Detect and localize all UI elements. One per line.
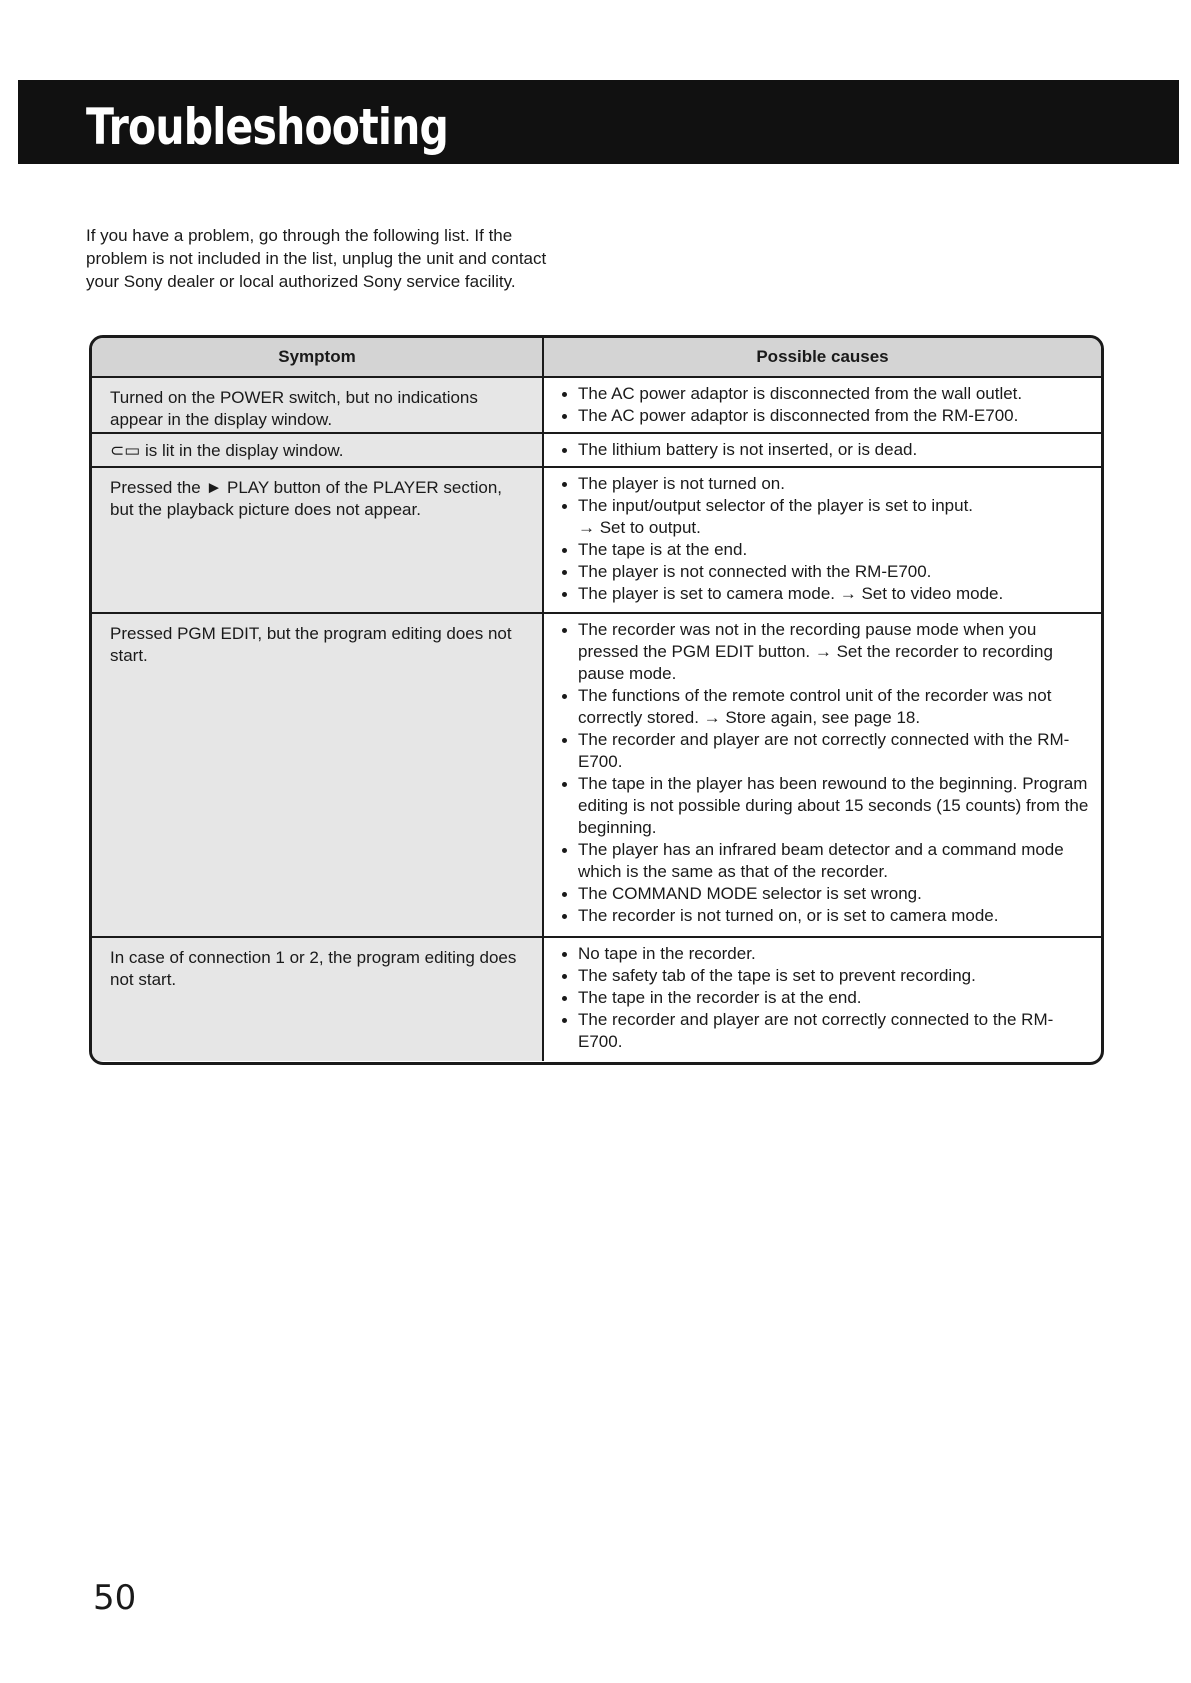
cause-item: The functions of the remote control unit of the recorder was not correctly stored. → Store again, see page 18. <box>558 685 1091 729</box>
title-bar <box>18 80 1179 164</box>
symptom-cell: ⊂▭ is lit in the display window. <box>92 433 543 467</box>
causes-cell <box>543 937 1101 1061</box>
symptom-cell: Turned on the POWER switch, but no indications appear in the display window. <box>92 377 543 433</box>
table-row <box>92 613 1101 937</box>
causes-cell <box>543 433 1101 467</box>
cause-item: The recorder was not in the recording pause mode when you pressed the PGM EDIT button. → Set the recorder to recording pause mode. <box>558 619 1091 685</box>
cause-item: The recorder and player are not correctly connected to the RM-E700. <box>558 1009 1091 1053</box>
cause-item: The tape is at the end. <box>558 539 1091 561</box>
cause-item: The safety tab of the tape is set to prevent recording. <box>558 965 1091 987</box>
page-title: Troubleshooting <box>86 98 449 156</box>
causes-cell <box>543 467 1101 613</box>
intro-paragraph: If you have a problem, go through the following list. If the problem is not included in the list, unplug the unit and contact your Sony dealer or local authorized Sony service facility. <box>86 226 547 291</box>
cause-item: The input/output selector of the player is set to input. <box>558 495 1091 517</box>
cause-item: The lithium battery is not inserted, or is dead. <box>558 439 1091 461</box>
table-row <box>92 937 1101 1061</box>
causes-header: Possible causes <box>543 338 1101 377</box>
cause-item: The player is not connected with the RM-E700. <box>558 561 1091 583</box>
cause-note: → Set to output. <box>578 518 701 537</box>
cause-item: The player has an infrared beam detector and a command mode which is the same as that of the recorder. <box>558 839 1091 883</box>
cause-item: The player is not turned on. <box>558 473 1091 495</box>
symptom-header: Symptom <box>92 338 543 377</box>
cause-item: The tape in the player has been rewound to the beginning. Program editing is not possible during about 15 seconds (15 counts) from the beginning. <box>558 773 1091 839</box>
troubleshooting-table <box>89 335 1104 1065</box>
cause-item: The AC power adaptor is disconnected from the wall outlet. <box>558 383 1091 405</box>
cause-item: No tape in the recorder. <box>558 943 1091 965</box>
cause-item: The tape in the recorder is at the end. <box>558 987 1091 1009</box>
table-row <box>92 377 1101 433</box>
cause-item: The COMMAND MODE selector is set wrong. <box>558 883 1091 905</box>
causes-cell <box>543 377 1101 433</box>
symptom-cell: In case of connection 1 or 2, the program editing does not start. <box>92 937 543 1061</box>
page-number: 50 <box>93 1578 137 1618</box>
symptom-cell: Pressed the ► PLAY button of the PLAYER section, but the playback picture does not appear. <box>92 467 543 613</box>
table-row <box>92 433 1101 467</box>
cause-item: The player is set to camera mode. → Set to video mode. <box>558 583 1091 605</box>
cause-item: The AC power adaptor is disconnected from the RM-E700. <box>558 405 1091 427</box>
symptom-cell: Pressed PGM EDIT, but the program editing does not start. <box>92 613 543 937</box>
causes-cell <box>543 613 1101 937</box>
cause-item: The recorder is not turned on, or is set to camera mode. <box>558 905 1091 927</box>
cause-item: The recorder and player are not correctly connected with the RM-E700. <box>558 729 1091 773</box>
table-row <box>92 467 1101 613</box>
